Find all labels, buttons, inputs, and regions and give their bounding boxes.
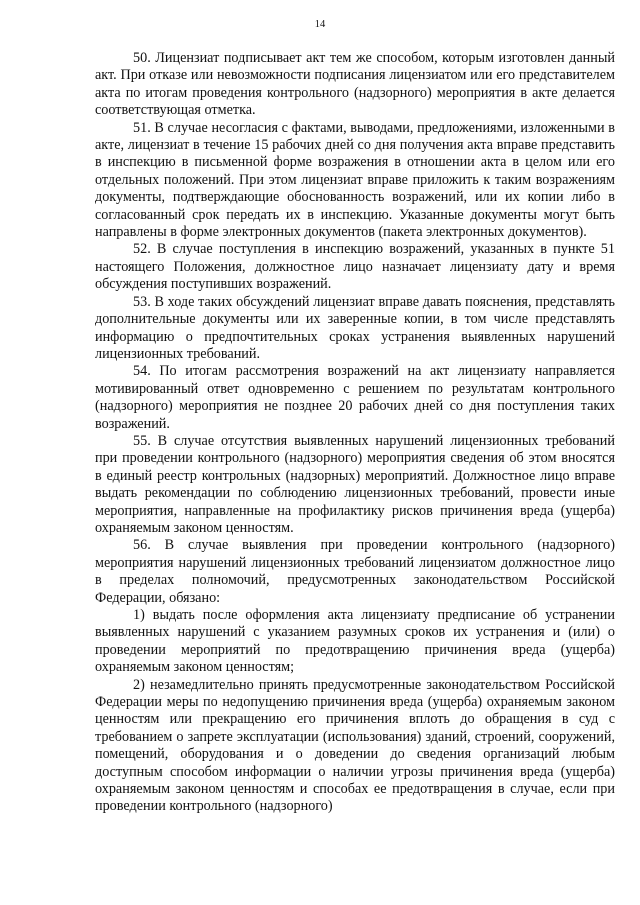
paragraph-54: 54. По итогам рассмотрения возражений на акт лицензиату направляется мотивированный ответ одновременно с решением по результатам контрольного (надзорного) мероприятия не позднее 20 рабочих дней со дня поступления таких возражений. xyxy=(95,363,615,432)
paragraph-56-item-2: 2) незамедлительно принять предусмотренные законодательством Российской Федерации меры по недопущению причинения вреда (ущерба) охраняемым законом ценностям или прекращению его причинения вплоть до обращения в суд с требованием о запрете эксплуатации (использования) зданий, строений, сооружений, помещений, оборудования и о доведении до сведения организаций любым доступным способом информации о наличии угрозы причинения вреда (ущерба) охраняемым законом ценностям и способах ее предотвращения в случае, если при проведении контрольного (надзорного) xyxy=(95,676,615,815)
paragraph-56-item-1: 1) выдать после оформления акта лицензиату предписание об устранении выявленных нарушений с указанием разумных сроков их устранения и (или) о проведении мероприятий по предотвращению причинения вреда (ущерба) охраняемым законом ценностям; xyxy=(95,607,615,676)
paragraph-50: 50. Лицензиат подписывает акт тем же способом, которым изготовлен данный акт. При отказе или невозможности подписания лицензиатом или его представителем акта по итогам проведения контрольного (надзорного) мероприятия в акте делается соответствующая отметка. xyxy=(95,50,615,119)
paragraph-52: 52. В случае поступления в инспекцию возражений, указанных в пункте 51 настоящего Положения, должностное лицо назначает лицензиату дату и время обсуждения поступивших возражений. xyxy=(95,241,615,293)
paragraph-53: 53. В ходе таких обсуждений лицензиат вправе давать пояснения, представлять дополнительные документы или их заверенные копии, в том числе представлять информацию о предпочтительных сроках устранения выявленных нарушений лицензионных требований. xyxy=(95,293,615,362)
paragraph-55: 55. В случае отсутствия выявленных нарушений лицензионных требований при проведении контрольного (надзорного) мероприятия сведения об этом вносятся в единый реестр контрольных (надзорных) мероприятий. Должностное лицо вправе выдать рекомендации по соблюдению лицензионных требований, провести иные мероприятия, направленные на профилактику рисков причинения вреда (ущерба) охраняемым законом ценностям. xyxy=(95,432,615,536)
page-number: 14 xyxy=(314,19,326,30)
document-body xyxy=(95,50,615,816)
paragraph-56: 56. В случае выявления при проведении контрольного (надзорного) мероприятия нарушений лицензионных требований лицензиатом должностное лицо в пределах полномочий, предусмотренных законодательством Российской Федерации, обязано: xyxy=(95,537,615,606)
paragraph-51: 51. В случае несогласия с фактами, выводами, предложениями, изложенными в акте, лицензиат в течение 15 рабочих дней со дня получения акта вправе представить в инспекцию в письменной форме возражения в отношении акта в целом или его отдельных положений. При этом лицензиат вправе приложить к таким возражениям документы, подтверждающие обоснованность возражений, или их копии либо в согласованный срок передать их в инспекцию. Указанные документы могут быть направлены в форме электронных документов (пакета электронных документов). xyxy=(95,119,615,241)
